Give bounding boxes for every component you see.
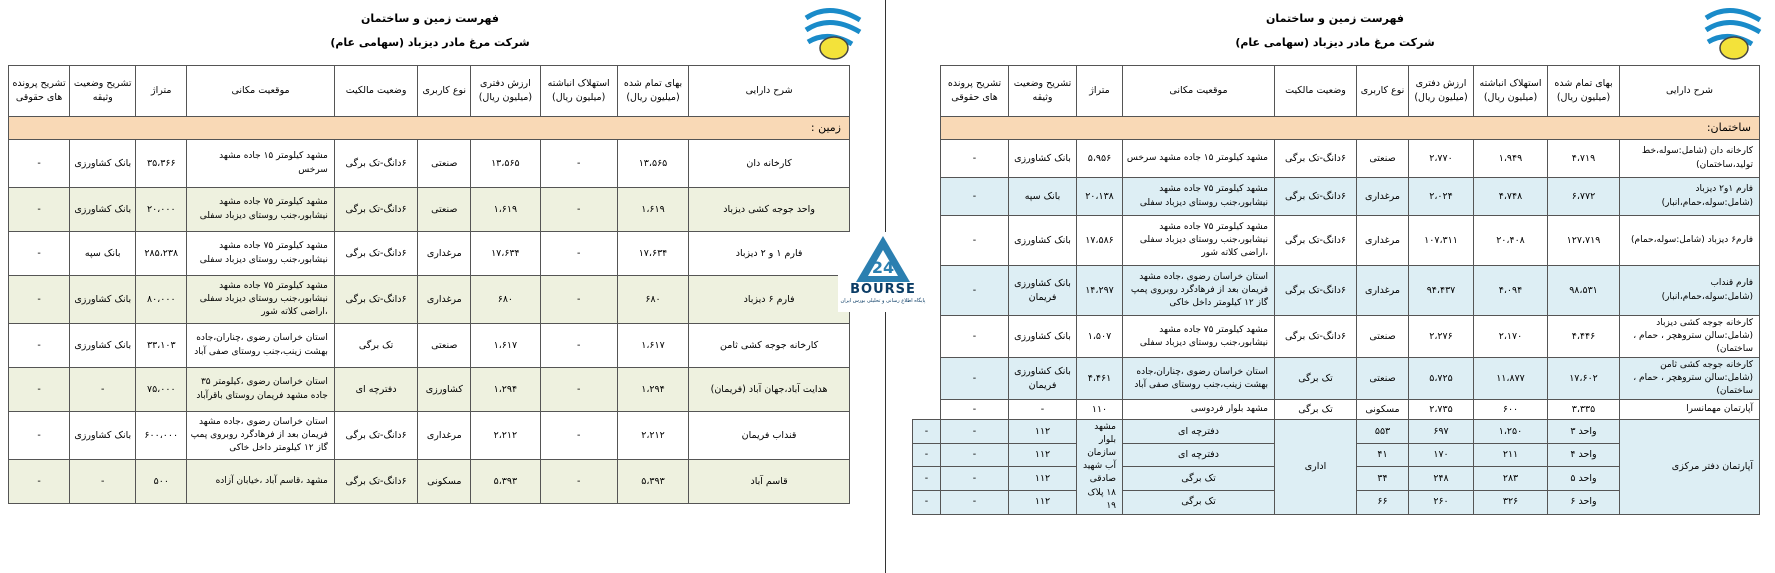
- unit-name-cell: واحد ۶: [1548, 491, 1620, 515]
- table-cell: کارخانه جوجه کشی ثامن: [689, 324, 850, 368]
- table-cell: -: [540, 412, 617, 460]
- table-cell: کارخانه دان (شامل:سوله،خط تولید،ساختمان): [1620, 140, 1760, 178]
- table-cell: بانک کشاورزی: [70, 412, 136, 460]
- table-cell: ۶دانگ-تک برگی: [334, 412, 417, 460]
- unit-name-cell: واحد ۳: [1548, 420, 1620, 444]
- table-cell: ۶۸۰: [617, 276, 688, 324]
- table-cell: بانک کشاورزی فریمان: [1009, 358, 1077, 400]
- table-cell: فارم ۱و۲ دیزباد (شامل:سوله،حمام،انبار): [1620, 178, 1760, 216]
- table-cell: ۱۱۲: [1009, 491, 1077, 515]
- column-header: تشریح پرونده های حقوقی: [9, 66, 70, 117]
- table-cell: ۱۱،۸۷۷: [1474, 358, 1548, 400]
- table-cell: ۱،۲۹۴: [617, 368, 688, 412]
- column-header: بهای تمام شده (میلیون ریال): [1548, 66, 1620, 117]
- table-cell: ۳،۳۳۵: [1548, 400, 1620, 420]
- table-cell: استان خراسان رضوی ،جاده مشهد فریمان بعد از فرهادگرد روبروی پمپ گاز ۱۲ کیلومتر داخل خاکی: [1123, 266, 1275, 316]
- table-cell: ۲۸۵،۲۳۸: [136, 232, 187, 276]
- table-cell: قنداب فریمان: [689, 412, 850, 460]
- table-cell: ۶۸۰: [471, 276, 540, 324]
- svg-text:24: 24: [871, 258, 895, 277]
- table-cell: ۶دانگ-تک برگی: [334, 232, 417, 276]
- table-cell: ۴،۴۴۶: [1548, 316, 1620, 358]
- location-cell: مشهد بلوار سازمان آب شهید صادقی ۱۸ پلاک ۱۹: [1077, 420, 1123, 514]
- table-cell: ۱،۶۱۹: [617, 188, 688, 232]
- table-cell: ۶دانگ-تک برگی: [1275, 216, 1357, 266]
- table-cell: مشهد بلوار فردوسی: [1123, 400, 1275, 420]
- table-cell: ۲۴۸: [1409, 467, 1474, 491]
- table-header-row: [9, 66, 850, 117]
- table-cell: -: [540, 140, 617, 188]
- table-row: [913, 316, 1760, 358]
- table-cell: فارم قنداب (شامل:سوله،حمام،انبار): [1620, 266, 1760, 316]
- table-cell: مشهد کیلومتر ۷۵ جاده مشهد نیشابور،جنب روستای دیزباد سفلی ،اراضی کلاته شور: [187, 276, 335, 324]
- table-cell: مرغداری: [418, 412, 471, 460]
- table-cell: بانک کشاورزی: [1009, 316, 1077, 358]
- table-cell: ۲،۲۷۶: [1409, 316, 1474, 358]
- table-cell: ۷۵،۰۰۰: [136, 368, 187, 412]
- table-cell: ۲۱۱: [1474, 443, 1548, 467]
- table-cell: ۶۰۰: [1474, 400, 1548, 420]
- table-cell: صنعتی: [418, 324, 471, 368]
- table-cell: ۶،۷۷۲: [1548, 178, 1620, 216]
- table-cell: مرغداری: [1357, 178, 1409, 216]
- table-cell: ۱۴،۲۹۷: [1077, 266, 1123, 316]
- company-logo-icon: [1700, 4, 1766, 64]
- table-cell: ۱۱۲: [1009, 443, 1077, 467]
- table-cell: -: [1009, 400, 1077, 420]
- table-cell: ۴،۷۱۹: [1548, 140, 1620, 178]
- table-cell: فارم ۶ دیزباد: [689, 276, 850, 324]
- table-row: [913, 140, 1760, 178]
- table-cell: ۱۳،۵۶۵: [471, 140, 540, 188]
- table-cell: -: [70, 460, 136, 504]
- table-cell: -: [913, 420, 941, 444]
- table-cell: هدایت آباد،جهان آباد (فریمان): [689, 368, 850, 412]
- table-cell: -: [9, 276, 70, 324]
- column-header: تشریح پرونده های حقوقی: [941, 66, 1009, 117]
- table-cell: ۶دانگ-تک برگی: [334, 276, 417, 324]
- table-cell: ۱،۲۵۰: [1474, 420, 1548, 444]
- table-cell: -: [540, 460, 617, 504]
- table-cell: ۹۸،۵۳۱: [1548, 266, 1620, 316]
- column-header: موقعیت مکانی: [1123, 66, 1275, 117]
- table-cell: ۶۹۷: [1409, 420, 1474, 444]
- table-cell: مرغداری: [1357, 216, 1409, 266]
- table-cell: ۵،۷۲۵: [1409, 358, 1474, 400]
- section-row: [9, 117, 850, 140]
- land-panel: [0, 0, 880, 573]
- table-cell: -: [941, 467, 1009, 491]
- table-cell: آپارتمان مهمانسرا: [1620, 400, 1760, 420]
- table-cell: ۲،۲۱۲: [617, 412, 688, 460]
- table-row: [913, 216, 1760, 266]
- table-cell: صنعتی: [418, 140, 471, 188]
- table-cell: -: [9, 412, 70, 460]
- table-cell: ۱۳،۵۶۵: [617, 140, 688, 188]
- table-cell: مشهد ،قاسم آباد ،خیابان آزاده: [187, 460, 335, 504]
- table-cell: ۴،۴۶۱: [1077, 358, 1123, 400]
- table-row: [9, 140, 850, 188]
- table-cell: صنعتی: [1357, 358, 1409, 400]
- table-cell: بانک کشاورزی: [1009, 216, 1077, 266]
- table-cell: -: [540, 232, 617, 276]
- table-cell: ۴،۷۴۸: [1474, 178, 1548, 216]
- table-cell: -: [941, 140, 1009, 178]
- table-cell: مسکونی: [1357, 400, 1409, 420]
- table-cell: مرغداری: [418, 232, 471, 276]
- company-name: شرکت مرغ مادر دیزباد (سهامی عام): [330, 36, 530, 49]
- column-header: متراژ: [136, 66, 187, 117]
- table-cell: کارخانه دان: [689, 140, 850, 188]
- table-cell: ۲۶۰: [1409, 491, 1474, 515]
- table-cell: -: [941, 358, 1009, 400]
- unit-name-cell: واحد ۵: [1548, 467, 1620, 491]
- table-cell: -: [913, 491, 941, 515]
- column-header: تشریح وضعیت وثیقه: [70, 66, 136, 117]
- company-logo-icon: [800, 4, 866, 64]
- table-cell: ۱،۵۰۷: [1077, 316, 1123, 358]
- table-cell: ۶دانگ-تک برگی: [334, 140, 417, 188]
- table-cell: -: [9, 140, 70, 188]
- table-cell: واحد جوجه کشی دیزباد: [689, 188, 850, 232]
- table-cell: ۵،۳۹۳: [471, 460, 540, 504]
- table-cell: -: [70, 368, 136, 412]
- table-cell: مشهد کیلومتر ۷۵ جاده مشهد نیشابور،جنب روستای دیزباد سفلی: [187, 188, 335, 232]
- land-table: [8, 65, 850, 504]
- table-cell: مشهد کیلومتر ۷۵ جاده مشهد نیشابور،جنب روستای دیزباد سفلی: [1123, 316, 1275, 358]
- table-cell: -: [9, 188, 70, 232]
- table-cell: -: [913, 467, 941, 491]
- table-cell: -: [941, 420, 1009, 444]
- table-cell: کارخانه جوجه کشی ثامن (شامل:سالن ستروهچر ، حمام ، ساختمان): [1620, 358, 1760, 400]
- column-header: شرح دارایی: [689, 66, 850, 117]
- table-cell: ۱۷،۵۸۶: [1077, 216, 1123, 266]
- bourse-watermark: [838, 232, 928, 312]
- table-cell: ۶دانگ-تک برگی: [1275, 266, 1357, 316]
- table-row: [9, 368, 850, 412]
- column-header: وضعیت مالکیت: [334, 66, 417, 117]
- table-cell: دفترچه ای: [1123, 420, 1275, 444]
- table-cell: ۸۰،۰۰۰: [136, 276, 187, 324]
- table-cell: ۲،۲۱۲: [471, 412, 540, 460]
- group-label-cell: آپارتمان دفتر مرکزی: [1620, 420, 1760, 514]
- column-header: تشریح وضعیت وثیقه: [1009, 66, 1077, 117]
- table-cell: ۵،۳۹۳: [617, 460, 688, 504]
- column-header: نوع کاربری: [418, 66, 471, 117]
- table-cell: مشهد کیلومتر ۷۵ جاده مشهد نیشابور،جنب روستای دیزباد سفلی: [187, 232, 335, 276]
- table-cell: ۱،۶۱۷: [617, 324, 688, 368]
- unit-name-cell: واحد ۴: [1548, 443, 1620, 467]
- table-cell: -: [540, 188, 617, 232]
- table-cell: بانک سپه: [70, 232, 136, 276]
- table-cell: ۱،۹۴۹: [1474, 140, 1548, 178]
- column-header: وضعیت مالکیت: [1275, 66, 1357, 117]
- column-header: موقعیت مکانی: [187, 66, 335, 117]
- table-cell: ۱۱۰: [1077, 400, 1123, 420]
- table-cell: ۶دانگ-تک برگی: [1275, 140, 1357, 178]
- table-cell: ۱۷،۶۳۴: [617, 232, 688, 276]
- table-cell: ۲،۷۳۵: [1409, 400, 1474, 420]
- table-cell: ۲،۰۲۴: [1409, 178, 1474, 216]
- table-cell: ۳۴: [1357, 467, 1409, 491]
- table-cell: کارخانه جوجه کشی دیزباد (شامل:سالن ستروهچر ، حمام ، ساختمان): [1620, 316, 1760, 358]
- table-row: [9, 276, 850, 324]
- column-header: بهای تمام شده (میلیون ریال): [617, 66, 688, 117]
- table-cell: ۶۰۰،۰۰۰: [136, 412, 187, 460]
- building-table: [912, 65, 1760, 515]
- table-cell: ۲،۷۷۰: [1409, 140, 1474, 178]
- table-cell: ۴،۰۹۴: [1474, 266, 1548, 316]
- usage-cell: اداری: [1275, 420, 1357, 514]
- table-cell: صنعتی: [1357, 316, 1409, 358]
- table-cell: -: [9, 460, 70, 504]
- table-cell: -: [941, 491, 1009, 515]
- table-row: [913, 178, 1760, 216]
- table-row: [9, 412, 850, 460]
- table-cell: بانک کشاورزی: [1009, 140, 1077, 178]
- table-row: [913, 420, 1760, 444]
- column-header: شرح دارایی: [1620, 66, 1760, 117]
- building-panel: [890, 0, 1775, 573]
- table-cell: ۱۱۲: [1009, 420, 1077, 444]
- table-cell: ۲۰،۴۰۸: [1474, 216, 1548, 266]
- table-cell: ۱۰۷،۳۱۱: [1409, 216, 1474, 266]
- table-cell: قاسم آباد: [689, 460, 850, 504]
- table-cell: استان خراسان رضوی ،چناران،جاده بهشت زینب،جنب روستای صفی آباد: [187, 324, 335, 368]
- table-cell: ۶۶: [1357, 491, 1409, 515]
- table-cell: تک برگی: [334, 324, 417, 368]
- table-cell: ۶دانگ-تک برگی: [334, 460, 417, 504]
- table-cell: ۵،۹۵۶: [1077, 140, 1123, 178]
- table-row: [913, 266, 1760, 316]
- table-cell: دفترچه ای: [1123, 443, 1275, 467]
- table-cell: -: [913, 443, 941, 467]
- bourse-brand: BOURSE: [850, 282, 916, 297]
- document-title: فهرست زمین و ساختمان: [1266, 12, 1404, 25]
- table-cell: بانک کشاورزی فریمان: [1009, 266, 1077, 316]
- column-header: نوع کاربری: [1357, 66, 1409, 117]
- table-cell: -: [540, 324, 617, 368]
- table-cell: فارم۶ دیزباد (شامل:سوله،حمام): [1620, 216, 1760, 266]
- table-cell: بانک کشاورزی: [70, 140, 136, 188]
- table-row: [9, 324, 850, 368]
- table-cell: ۱۷،۶۳۴: [471, 232, 540, 276]
- table-cell: استان خراسان رضوی ،چناران،جاده بهشت زینب،جنب روستای صفی آباد: [1123, 358, 1275, 400]
- table-cell: -: [941, 316, 1009, 358]
- table-cell: ۵۰۰: [136, 460, 187, 504]
- table-cell: مرغداری: [418, 276, 471, 324]
- table-cell: -: [540, 276, 617, 324]
- table-cell: مسکونی: [418, 460, 471, 504]
- table-cell: تک برگی: [1275, 358, 1357, 400]
- table-cell: ۱،۶۱۷: [471, 324, 540, 368]
- table-cell: مشهد کیلومتر ۷۵ جاده مشهد نیشابور،جنب روستای دیزباد سفلی ،اراضی کلاته شور: [1123, 216, 1275, 266]
- table-cell: ۳۳،۱۰۳: [136, 324, 187, 368]
- bourse-tagline: پایگاه اطلاع رسانی و تحلیلی بورس ایران: [840, 298, 926, 304]
- table-row: [913, 400, 1760, 420]
- table-cell: تک برگی: [1275, 400, 1357, 420]
- table-cell: -: [9, 232, 70, 276]
- column-header: ارزش دفتری (میلیون ریال): [1409, 66, 1474, 117]
- table-cell: مشهد کیلومتر ۱۵ جاده مشهد سرخس: [1123, 140, 1275, 178]
- column-header: استهلاک انباشته (میلیون ریال): [540, 66, 617, 117]
- table-cell: بانک کشاورزی: [70, 324, 136, 368]
- table-cell: -: [540, 368, 617, 412]
- table-cell: بانک سپه: [1009, 178, 1077, 216]
- document-title: فهرست زمین و ساختمان: [361, 12, 499, 25]
- section-label: زمین :: [9, 117, 850, 140]
- table-cell: ۲۰،۰۰۰: [136, 188, 187, 232]
- table-cell: ۳۵،۳۶۶: [136, 140, 187, 188]
- table-cell: ۶دانگ-تک برگی: [1275, 316, 1357, 358]
- table-cell: ۱۱۲: [1009, 467, 1077, 491]
- table-cell: ۵۵۳: [1357, 420, 1409, 444]
- column-header: استهلاک انباشته (میلیون ریال): [1474, 66, 1548, 117]
- table-cell: استان خراسان رضوی ،کیلومتر ۳۵ جاده مشهد فریمان روستای باقرآباد: [187, 368, 335, 412]
- table-cell: مرغداری: [1357, 266, 1409, 316]
- table-cell: ۹۴،۴۳۷: [1409, 266, 1474, 316]
- table-cell: ۶دانگ-تک برگی: [334, 188, 417, 232]
- table-cell: ۱۷،۶۰۲: [1548, 358, 1620, 400]
- table-row: [913, 358, 1760, 400]
- table-cell: استان خراسان رضوی ،جاده مشهد فریمان بعد از فرهادگرد روبروی پمپ گاز ۱۲ کیلومتر داخل خاکی: [187, 412, 335, 460]
- table-cell: ۲،۱۷۰: [1474, 316, 1548, 358]
- section-label: ساختمان:: [941, 117, 1760, 140]
- table-cell: تک برگی: [1123, 491, 1275, 515]
- table-cell: ۴۱: [1357, 443, 1409, 467]
- table-cell: ۱۲۷،۷۱۹: [1548, 216, 1620, 266]
- table-cell: صنعتی: [418, 188, 471, 232]
- table-cell: -: [9, 324, 70, 368]
- column-header: ارزش دفتری (میلیون ریال): [471, 66, 540, 117]
- table-cell: ۶دانگ-تک برگی: [1275, 178, 1357, 216]
- table-cell: ۱،۲۹۴: [471, 368, 540, 412]
- column-header: متراژ: [1077, 66, 1123, 117]
- section-row: [913, 117, 1760, 140]
- table-cell: صنعتی: [1357, 140, 1409, 178]
- table-cell: دفترچه ای: [334, 368, 417, 412]
- table-cell: -: [941, 266, 1009, 316]
- table-cell: ۱۷۰: [1409, 443, 1474, 467]
- company-name: شرکت مرغ مادر دیزباد (سهامی عام): [1235, 36, 1435, 49]
- table-cell: ۳۲۶: [1474, 491, 1548, 515]
- table-cell: -: [941, 443, 1009, 467]
- table-row: [9, 232, 850, 276]
- table-header-row: [913, 66, 1760, 117]
- table-cell: کشاورزی: [418, 368, 471, 412]
- table-cell: مشهد کیلومتر ۱۵ جاده مشهد سرخس: [187, 140, 335, 188]
- table-cell: ۲۸۳: [1474, 467, 1548, 491]
- table-cell: فارم ۱ و ۲ دیزباد: [689, 232, 850, 276]
- table-cell: ۲۰،۱۳۸: [1077, 178, 1123, 216]
- table-cell: تک برگی: [1123, 467, 1275, 491]
- table-cell: -: [941, 178, 1009, 216]
- table-cell: ۱،۶۱۹: [471, 188, 540, 232]
- table-cell: -: [9, 368, 70, 412]
- table-cell: -: [941, 400, 1009, 420]
- table-row: [9, 460, 850, 504]
- table-row: [9, 188, 850, 232]
- table-cell: -: [941, 216, 1009, 266]
- table-cell: بانک کشاورزی: [70, 276, 136, 324]
- table-cell: مشهد کیلومتر ۷۵ جاده مشهد نیشابور،جنب روستای دیزباد سفلی: [1123, 178, 1275, 216]
- table-cell: بانک کشاورزی: [70, 188, 136, 232]
